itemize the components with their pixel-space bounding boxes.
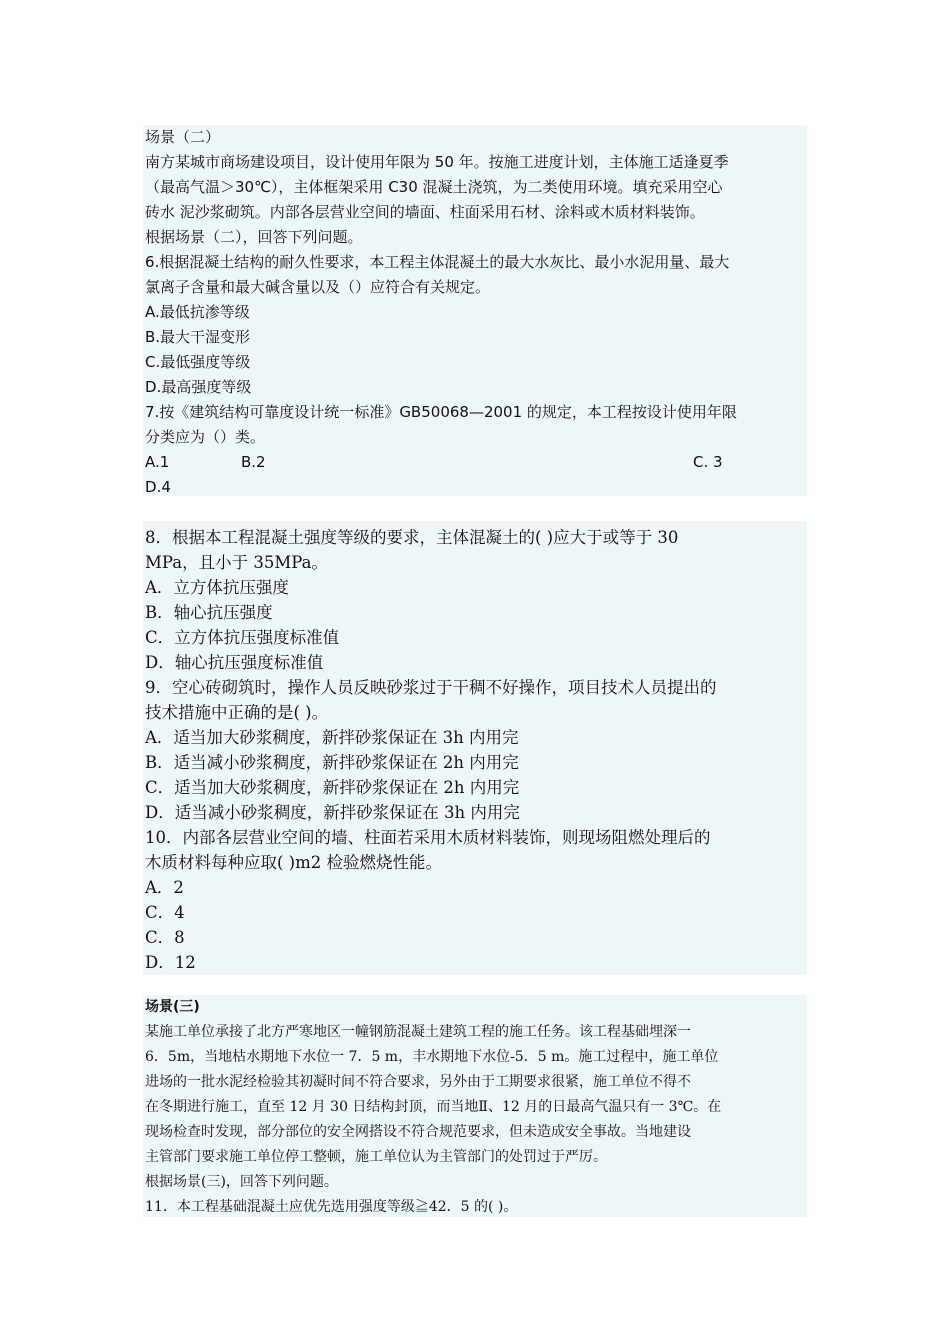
question-10: 10．内部各层营业空间的墙、柱面若采用木质材料装饰，则现场阻燃处理后的 bbox=[145, 828, 711, 847]
question-8: 8．根据本工程混凝土强度等级的要求，主体混凝土的( )应大于或等于 30 bbox=[145, 528, 679, 547]
option-8d: D．轴心抗压强度标准值 bbox=[145, 653, 324, 672]
option-8c: C．立方体抗压强度标准值 bbox=[145, 628, 340, 647]
question-11: 11．本工程基础混凝土应优先选用强度等级≧42．5 的( )。 bbox=[145, 1199, 518, 1215]
question-7: 7.按《建筑结构可靠度设计统一标准》GB50068—2001 的规定，本工程按设计使用年限 bbox=[145, 403, 737, 421]
option-9c: C．适当加大砂浆稠度，新拌砂浆保证在 2h 内用完 bbox=[145, 778, 520, 797]
question-8: MPa，且小于 35MPa。 bbox=[145, 553, 328, 572]
option-10c: C．8 bbox=[145, 928, 185, 947]
option-9d: D．适当减小砂浆稠度，新拌砂浆保证在 3h 内用完 bbox=[145, 803, 520, 822]
option-7b: B.2 bbox=[241, 453, 266, 471]
option-6d: D.最高强度等级 bbox=[145, 378, 252, 396]
scene-3-prompt: 根据场景(三)，回答下列问题。 bbox=[145, 1174, 338, 1190]
scene-3-text: 6．5m，当地枯水期地下水位一 7．5 m，丰水期地下水位-5．5 m。施工过程中，施工单位 bbox=[145, 1049, 719, 1065]
option-6c: C.最低强度等级 bbox=[145, 353, 251, 371]
scene-2-text: 砖水 泥沙浆砌筑。内部各层营业空间的墙面、柱面采用石材、涂料或木质材料装饰。 bbox=[145, 203, 705, 221]
scene-2-text: （最高气温＞30℃），主体框架采用 C30 混凝土浇筑，为二类使用环境。填充采用空心 bbox=[145, 178, 723, 196]
scene-3-text: 在冬期进行施工，直至 12 月 30 日结构封顶，而当地Ⅱ、12 月的日最高气温只有一 3℃。在 bbox=[145, 1099, 722, 1115]
question-9: 9．空心砖砌筑时，操作人员反映砂浆过于干稠不好操作，项目技术人员提出的 bbox=[145, 678, 717, 697]
option-10a: A．2 bbox=[145, 878, 184, 897]
scene-3-text: 现场检查时发现，部分部位的安全网搭设不符合规范要求，但未造成安全事故。当地建设 bbox=[145, 1124, 691, 1140]
option-10d: D．12 bbox=[145, 953, 196, 972]
question-10: 木质材料每种应取( )m2 检验燃烧性能。 bbox=[145, 853, 443, 872]
option-7c: C. 3 bbox=[693, 453, 723, 471]
question-6: 氯离子含量和最大碱含量以及（）应符合有关规定。 bbox=[145, 278, 491, 296]
scene-3-text: 主管部门要求施工单位停工整顿，施工单位认为主管部门的处罚过于严厉。 bbox=[145, 1149, 607, 1165]
scene-3-text: 进场的一批水泥经检验其初凝时间不符合要求，另外由于工期要求很紧，施工单位不得不 bbox=[145, 1074, 691, 1090]
option-10b: C．4 bbox=[145, 903, 185, 922]
scene-3-text: 某施工单位承接了北方严寒地区一幢钢筋混凝土建筑工程的施工任务。该工程基础埋深一 bbox=[145, 1024, 691, 1040]
option-8b: B．轴心抗压强度 bbox=[145, 603, 273, 622]
option-7d: D.4 bbox=[145, 478, 171, 496]
option-6a: A.最低抗渗等级 bbox=[145, 303, 250, 321]
scene-2-title: 场景（二） bbox=[145, 128, 221, 146]
option-6b: B.最大干湿变形 bbox=[145, 328, 251, 346]
option-9a: A．适当加大砂浆稠度，新拌砂浆保证在 3h 内用完 bbox=[145, 728, 519, 747]
question-9: 技术措施中正确的是( )。 bbox=[145, 703, 329, 722]
scene-3-title: 场景(三) bbox=[145, 999, 200, 1015]
scene-2-prompt: 根据场景（二），回答下列问题。 bbox=[145, 228, 363, 246]
scene-2-text: 南方某城市商场建设项目，设计使用年限为 50 年。按施工进度计划，主体施工适逢夏季 bbox=[145, 153, 729, 171]
option-8a: A．立方体抗压强度 bbox=[145, 578, 289, 597]
option-7a: A.1 bbox=[145, 453, 170, 471]
option-9b: B．适当减小砂浆稠度，新拌砂浆保证在 2h 内用完 bbox=[145, 753, 519, 772]
question-6: 6.根据混凝土结构的耐久性要求，本工程主体混凝土的最大水灰比、最小水泥用量、最大 bbox=[145, 253, 730, 271]
question-7: 分类应为（）类。 bbox=[145, 428, 266, 446]
